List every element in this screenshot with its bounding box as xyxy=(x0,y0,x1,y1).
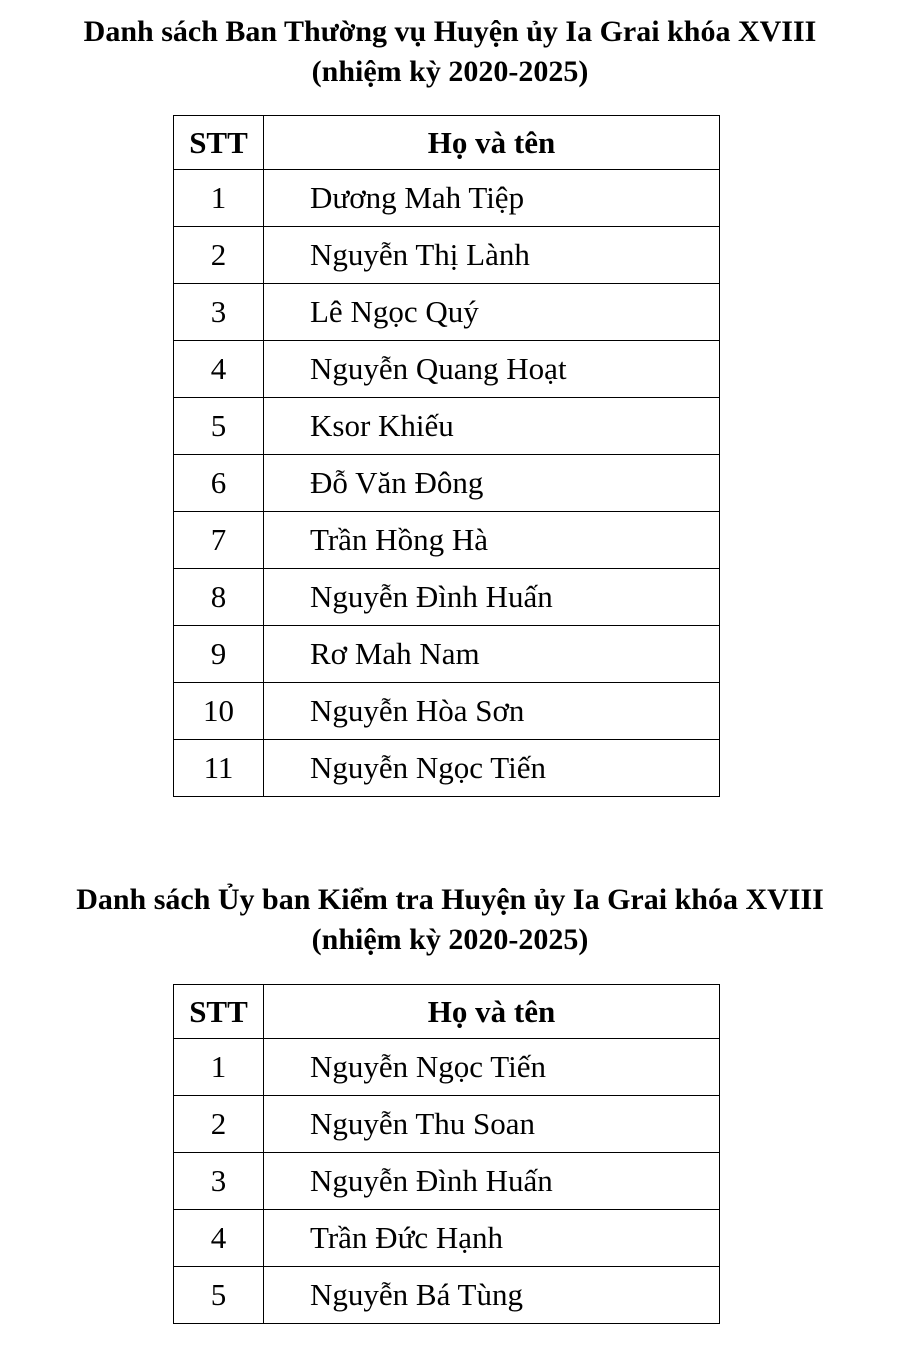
name-cell: Nguyễn Thu Soan xyxy=(264,1096,720,1153)
table-row xyxy=(174,1153,720,1210)
stt-column-header: STT xyxy=(174,116,264,170)
name-cell: Trần Đức Hạnh xyxy=(264,1210,720,1267)
table-row xyxy=(174,1267,720,1324)
table-header-row xyxy=(174,116,720,170)
table-row xyxy=(174,626,720,683)
name-cell: Nguyễn Ngọc Tiến xyxy=(264,740,720,797)
table-row xyxy=(174,398,720,455)
stt-cell: 7 xyxy=(174,512,264,569)
table-row xyxy=(174,740,720,797)
stt-cell: 4 xyxy=(174,1210,264,1267)
table-row xyxy=(174,1210,720,1267)
name-cell: Rơ Mah Nam xyxy=(264,626,720,683)
name-cell: Lê Ngọc Quý xyxy=(264,284,720,341)
table-row xyxy=(174,512,720,569)
stt-cell: 5 xyxy=(174,1267,264,1324)
name-cell: Dương Mah Tiệp xyxy=(264,170,720,227)
stt-cell: 8 xyxy=(174,569,264,626)
stt-cell: 2 xyxy=(174,1096,264,1153)
table-row xyxy=(174,569,720,626)
table-row xyxy=(174,170,720,227)
stt-cell: 4 xyxy=(174,341,264,398)
section-2-title-line-2: (nhiệm kỳ 2020-2025) xyxy=(311,923,589,956)
stt-cell: 3 xyxy=(174,1153,264,1210)
table-row xyxy=(174,455,720,512)
name-column-header: Họ và tên xyxy=(264,116,720,170)
name-cell: Nguyễn Hòa Sơn xyxy=(264,683,720,740)
table-row xyxy=(174,341,720,398)
section-1-title-line-1: Danh sách Ban Thường vụ Huyện ủy Ia Grai khóa XVIII xyxy=(83,15,817,48)
name-cell: Nguyễn Bá Tùng xyxy=(264,1267,720,1324)
name-cell: Nguyễn Thị Lành xyxy=(264,227,720,284)
name-cell: Đỗ Văn Đông xyxy=(264,455,720,512)
stt-cell: 11 xyxy=(174,740,264,797)
stt-cell: 9 xyxy=(174,626,264,683)
name-cell: Ksor Khiếu xyxy=(264,398,720,455)
table-header-row xyxy=(174,985,720,1039)
section-2-title xyxy=(0,880,900,960)
name-cell: Trần Hồng Hà xyxy=(264,512,720,569)
stt-cell: 3 xyxy=(174,284,264,341)
inspection-committee-table xyxy=(173,984,720,1324)
name-cell: Nguyễn Ngọc Tiến xyxy=(264,1039,720,1096)
section-1-title xyxy=(0,12,900,92)
name-cell: Nguyễn Quang Hoạt xyxy=(264,341,720,398)
standing-committee-table xyxy=(173,115,720,797)
name-cell: Nguyễn Đình Huấn xyxy=(264,1153,720,1210)
table-row xyxy=(174,227,720,284)
stt-cell: 5 xyxy=(174,398,264,455)
table-row xyxy=(174,284,720,341)
stt-cell: 6 xyxy=(174,455,264,512)
table-row xyxy=(174,1039,720,1096)
table-row xyxy=(174,1096,720,1153)
table-row xyxy=(174,683,720,740)
stt-cell: 1 xyxy=(174,1039,264,1096)
stt-column-header: STT xyxy=(174,985,264,1039)
stt-cell: 10 xyxy=(174,683,264,740)
name-cell: Nguyễn Đình Huấn xyxy=(264,569,720,626)
stt-cell: 2 xyxy=(174,227,264,284)
section-2-title-line-1: Danh sách Ủy ban Kiểm tra Huyện ủy Ia Grai khóa XVIII xyxy=(76,883,824,916)
section-1-title-line-2: (nhiệm kỳ 2020-2025) xyxy=(311,55,589,88)
stt-cell: 1 xyxy=(174,170,264,227)
name-column-header: Họ và tên xyxy=(264,985,720,1039)
